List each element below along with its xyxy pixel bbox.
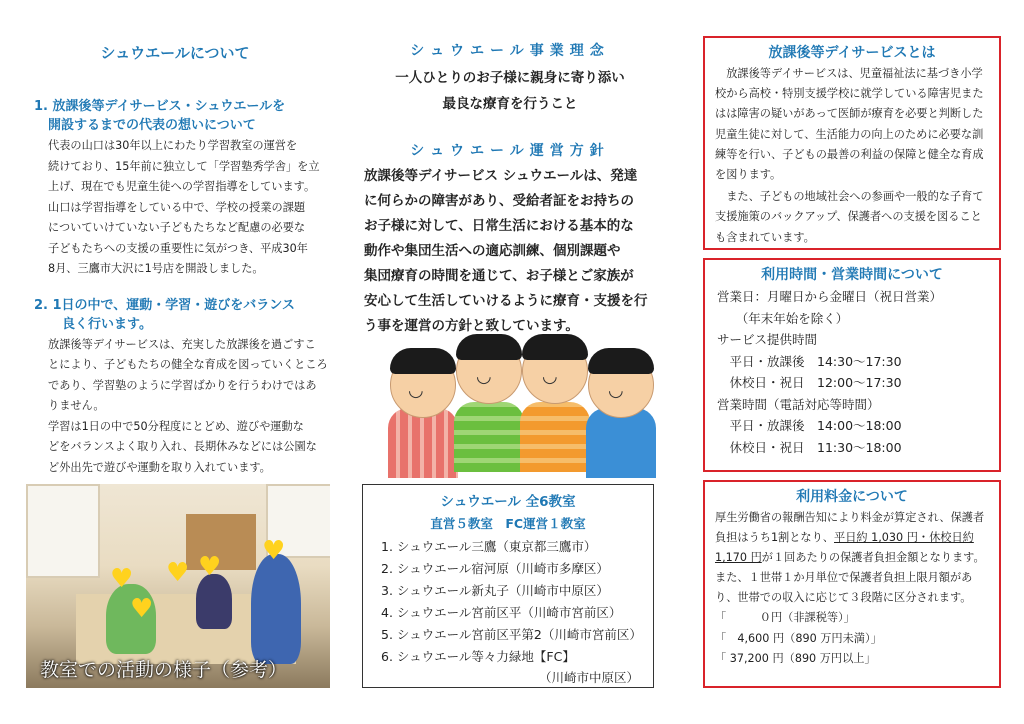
fee-text-b: が１回あたりの保護者負担金額となります。また、１世帯１か月単位で保護者負担上限月額があり、世帯での収入に応じて３段階に区分されます。	[715, 551, 985, 604]
policy-line: 安心して生活していけるように療育・支援を行	[364, 293, 648, 309]
schools-box	[362, 484, 654, 688]
smile-icon: ◡	[408, 380, 424, 401]
children-illustration	[384, 330, 660, 478]
fee-amounts: 平日約 1,030 円・休校日約 1,170 円	[715, 531, 974, 564]
hours-line: サービス提供時間	[717, 332, 818, 347]
section1-line: 上げ、現在でも児童生徒への学習指導をしています。	[48, 180, 316, 193]
fee-box	[703, 480, 1001, 688]
child-figure	[456, 334, 522, 360]
hours-box	[703, 258, 1001, 472]
policy-line: 集団療育の時間を通じて、お子様とご家族が	[364, 268, 634, 284]
fee-tier: 「 37,200 円（890 万円以上」	[715, 652, 876, 665]
section1-body	[22, 136, 328, 280]
photo-child	[251, 554, 301, 664]
policy-body	[350, 164, 670, 339]
child-figure	[588, 348, 654, 374]
policy-line: 放課後等デイサービス シュウエールは、発達	[364, 168, 638, 184]
child-figure	[388, 408, 458, 478]
policy-line: う事を運営の方針と致しています。	[364, 318, 579, 334]
fee-title: 利用料金について	[796, 489, 908, 505]
classroom-photo	[26, 484, 330, 688]
heart-icon: ♥	[166, 558, 190, 588]
section2-heading-line2: 良く行います。	[62, 316, 152, 332]
section2-line: どをバランスよく取り入れ、長期休みなどには公園な	[48, 440, 317, 453]
section1-heading-line1: 1. 放課後等デイサービス・シュウエールを	[34, 99, 286, 114]
school-item: 6. シュウエール等々力緑地【FC】	[381, 649, 575, 664]
section2-heading-line1: 2. 1日の中で、運動・学習・遊びをバランス	[34, 297, 295, 313]
photo-window	[26, 484, 100, 578]
hours-line: 休校日・祝日 11:30～18:00	[717, 439, 902, 455]
section2-line: りません。	[48, 399, 105, 412]
school-item: 3. シュウエール新丸子（川崎市中原区）	[381, 583, 609, 598]
philosophy-line1: 一人ひとりのお子様に親身に寄り添い	[395, 70, 625, 86]
about-after-school-title: 放課後等デイサービスとは	[768, 45, 936, 61]
child-figure	[454, 402, 524, 472]
policy-line: お子様に対して、日常生活における基本的な	[364, 218, 634, 234]
fee-tiers	[705, 608, 999, 670]
section2-line: 放課後等デイサービスは、充実した放課後を過ごすこ	[48, 337, 316, 351]
left-column	[22, 0, 328, 478]
hours-line: 営業時間（電話対応等時間）	[717, 396, 880, 412]
child-figure	[522, 334, 588, 360]
philosophy-title: シュウエール事業理念	[410, 43, 610, 59]
about-paragraph-2: また、子どもの地域社会への参画や一般的な子育て支援施策のバックアップ、保護者への支援を図ることも含まれています。	[715, 190, 984, 244]
section1-line: 山口は学習指導をしている中で、学校の授業の課題	[48, 200, 306, 214]
school-item: 5. シュウエール宮前区平第2（川崎市宮前区）	[381, 627, 642, 642]
section1-line: 続けており、15年前に独立して「学習塾秀学舎」を立	[48, 159, 320, 173]
about-after-school-box	[703, 36, 1001, 250]
hours-list	[705, 286, 999, 458]
schools-subtitle: 直営５教室 FC運営１教室	[430, 516, 586, 531]
section1-line: 8月、三鷹市大沢に1号店を開設しました。	[48, 262, 264, 275]
smile-icon: ◡	[542, 366, 558, 387]
fee-tier: 「 ０円（非課税等）」	[715, 611, 855, 624]
section2-line: ど外出先で遊びや運動を取り入れています。	[48, 460, 271, 474]
child-figure	[390, 348, 456, 374]
schools-list	[363, 536, 653, 668]
policy-line: に何らかの障害があり、受給者証をお持ちの	[364, 193, 634, 209]
child-figure	[520, 402, 590, 472]
section1-line: 代表の山口は30年以上にわたり学習教室の運営を	[48, 139, 298, 152]
school-item: 2. シュウエール宿河原（川崎市多摩区）	[381, 561, 609, 576]
section2-body	[22, 335, 328, 479]
child-figure	[586, 408, 656, 478]
section1-line: 子どもたちへの支援の重要性に気がつき、平成30年	[48, 241, 308, 255]
fee-description	[705, 506, 999, 608]
hours-title: 利用時間・営業時間について	[761, 267, 943, 283]
heart-icon: ♥	[130, 594, 154, 624]
school-6-location: （川崎市中原区）	[538, 670, 639, 685]
about-paragraph-1: 放課後等デイサービスは、児童福祉法に基づき小学校から高校・特別支援学校に就学している障害児またはは障害の疑いがあって医師が療育を必要と判断した児童生徒に対して、生活能力の向上のために必要な訓練等を行い、子どもの最善の利益の保障と健全な育成を図ります。	[715, 67, 984, 182]
hours-line: 休校日・祝日 12:00～17:30	[717, 375, 902, 390]
middle-column	[350, 0, 670, 339]
photo-child	[196, 574, 232, 629]
schools-title: シュウエール 全6教室	[440, 494, 576, 510]
policy-line: 動作や集団生活への適応訓練、個別課題や	[364, 243, 621, 259]
school-item: 1. シュウエール三鷹（東京都三鷹市）	[381, 539, 597, 554]
hours-line: 営業日：月曜日から金曜日（祝日営業）	[717, 289, 943, 304]
heart-icon: ♥	[198, 552, 222, 582]
photo-caption: 教室での活動の様子（参考）	[40, 659, 288, 681]
fee-tier: 「 4,600 円（890 万円未満）」	[715, 631, 882, 645]
hours-line: 平日・放課後 14:30～17:30	[717, 353, 902, 369]
smile-icon: ◡	[476, 366, 492, 387]
hours-line: 平日・放課後 14:00～18:00	[717, 418, 902, 433]
hours-line: （年末年始を除く）	[717, 310, 849, 326]
policy-title: シュウエール運営方針	[410, 143, 610, 159]
about-shuyell-title: シュウエールについて	[100, 44, 250, 62]
section1-heading-line2: 開設するまでの代表の想いについて	[48, 118, 256, 133]
heart-icon: ♥	[110, 564, 134, 594]
school-item: 4. シュウエール宮前区平（川崎市宮前区）	[381, 605, 622, 620]
smile-icon: ◡	[608, 380, 624, 401]
section1-line: についていけていない子どもたちなど配慮の必要な	[48, 221, 306, 234]
section2-line: であり、学習塾のように学習ばかりを行うわけではあ	[48, 378, 317, 392]
heart-icon: ♥	[262, 536, 286, 566]
section2-line: とにより、子どもたちの健全な育成を図っていくところ	[48, 358, 328, 371]
philosophy-line2: 最良な療育を行うこと	[442, 96, 578, 112]
section2-line: 学習は1日の中で50分程度にとどめ、遊びや運動な	[48, 419, 304, 433]
fee-text-a: 厚生労働省の報酬告知により料金が算定され、保護者負担はうち1割となり、	[715, 511, 985, 544]
